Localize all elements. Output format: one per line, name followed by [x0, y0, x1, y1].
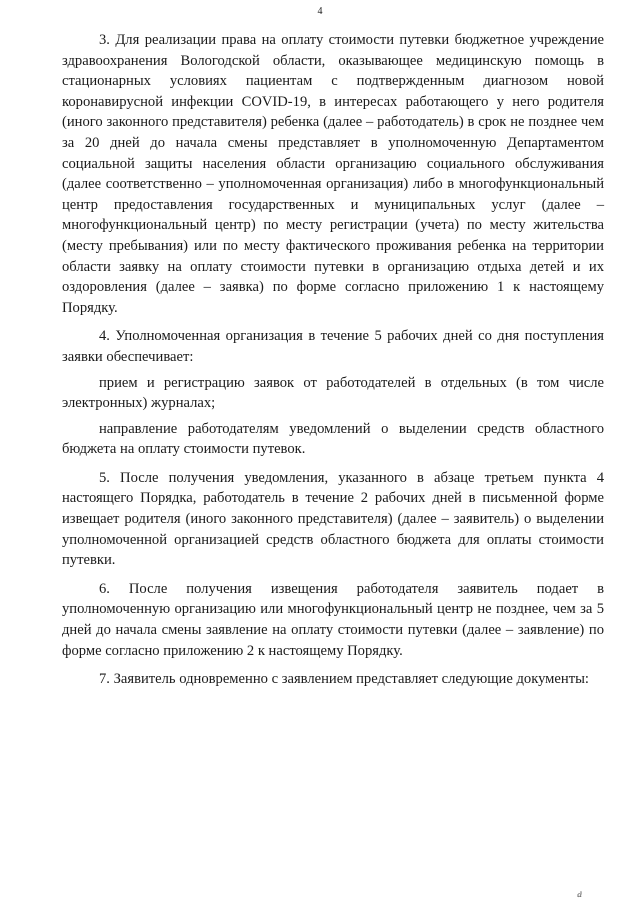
paragraph-3: 3. Для реализации права на оплату стоимости путевки бюджетное учреждение здравоохранения Вологодской области, оказывающее медицинскую помощь в стационарных условиях пациентам с подтвержденным диагнозом новой коронавирусной инфекции COVID-19, в интересах работающего у него родителя (иного законного представителя) ребенка (далее – работодатель) в срок не позднее чем за 20 дней до начала смены представляет в уполномоченную Департаментом социальной защиты населения области организацию социального обслуживания (далее соответственно – уполномоченная организация) либо в многофункциональный центр предоставления государственных и муниципальных услуг (далее – многофункциональный центр) по месту регистрации (учета) по месту жительства (месту пребывания) или по месту фактического проживания ребенка на территории области заявку на оплату стоимости путевки в организацию отдыха детей и их оздоровления (далее – заявка) по форме согласно приложению 1 к настоящему Порядку.: [62, 32, 604, 316]
paragraph-6: 6. После получения извещения работодателя заявитель подает в уполномоченную организацию или многофункциональный центр не позднее, чем за 5 дней до начала смены заявление на оплату стоимости путевки (далее – заявление) по форме согласно приложению 2 к настоящему Порядку.: [62, 580, 604, 659]
paragraph-4-item-2: направление работодателям уведомлений о выделении средств областного бюджета на оплату стоимости путевок.: [62, 420, 604, 458]
paragraph-7: 7. Заявитель одновременно с заявлением представляет следующие документы:: [99, 671, 589, 688]
footer-mark: ⅆ: [577, 891, 582, 899]
paragraph-4-item-1: прием и регистрацию заявок от работодателей в отдельных (в том числе электронных) журналах;: [62, 374, 604, 412]
paragraph-5: 5. После получения уведомления, указанного в абзаце третьем пункта 4 настоящего Порядка, работодатель в течение 2 рабочих дней в письменной форме извещает родителя (иного законного представителя) (далее – заявитель) о выделении уполномоченной организацией средств областного бюджета для оплаты стоимости путевки.: [62, 469, 604, 569]
paragraph-4: 4. Уполномоченная организация в течение 5 рабочих дней со дня поступления заявки обеспечивает:: [62, 328, 604, 365]
document-body: [62, 30, 604, 690]
page-number: 4: [317, 6, 323, 17]
